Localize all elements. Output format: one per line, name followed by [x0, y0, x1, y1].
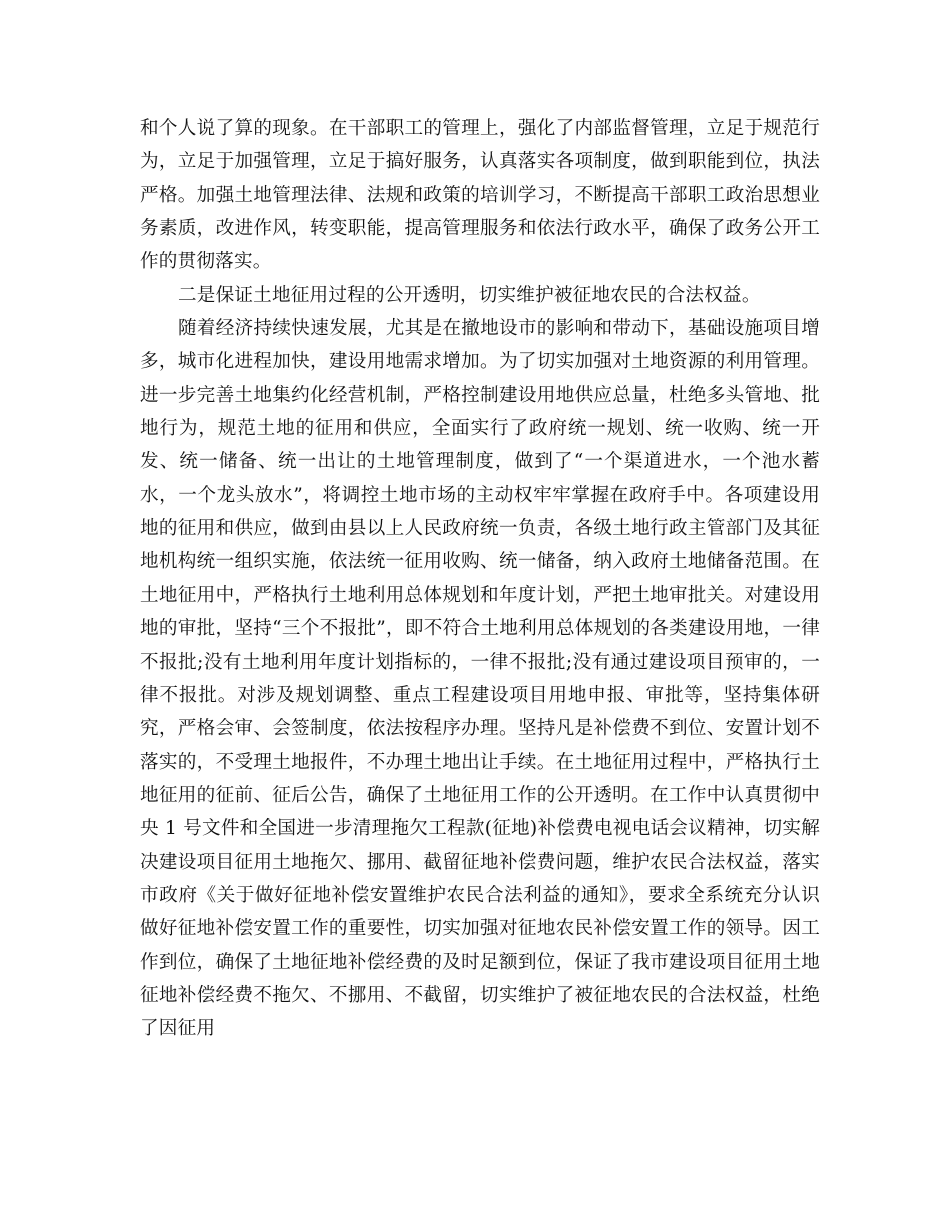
document-body [140, 112, 820, 1046]
paragraph-continuation: 和个人说了算的现象。在干部职工的管理上，强化了内部监督管理，立足于规范行为，立足于加强管理，立足于搞好服务，认真落实各项制度，做到职能到位，执法严格。加强土地管理法律、法规和政策的培训学习，不断提高干部职工政治思想业务素质，改进作风，转变职能，提高管理服务和依法行政水平，确保了政务公开工作的贯彻落实。 [140, 118, 820, 273]
paragraph-main: 随着经济持续快速发展，尤其是在撤地设市的影响和带动下，基础设施项目增多，城市化进程加快，建设用地需求增加。为了切实加强对土地资源的利用管理。进一步完善土地集约化经营机制，严格控制建设用地供应总量，杜绝多头管地、批地行为，规范土地的征用和供应，全面实行了政府统一规划、统一收购、统一开发、统一储备、统一出让的土地管理制度，做到了“一个渠道进水，一个池水蓄水，一个龙头放水”，将调控土地市场的主动权牢牢掌握在政府手中。各项建设用地的征用和供应，做到由县以上人民政府统一负责，各级土地行政主管部门及其征地机构统一组织实施，依法统一征用收购、统一储备，纳入政府土地储备范围。在土地征用中，严格执行土地利用总体规划和年度计划，严把土地审批关。对建设用地的审批，坚持“三个不报批”，即不符合土地利用总体规划的各类建设用地，一律不报批;没有土地利用年度计划指标的，一律不报批;没有通过建设项目预审的，一律不报批。对涉及规划调整、重点工程建设项目用地申报、审批等，坚持集体研究，严格会审、会签制度，依法按程序办理。坚持凡是补偿费不到位、安置计划不落实的，不受理土地报件，不办理土地出让手续。在土地征用过程中，严格执行土地征用的征前、征后公告，确保了土地征用工作的公开透明。在工作中认真贯彻中央 1 号文件和全国进一步清理拖欠工程款(征地)补偿费电视电话会议精神，切实解决建设项目征用土地拖欠、挪用、截留征地补偿费问题，维护农民合法权益，落实市政府《关于做好征地补偿安置维护农民合法利益的通知》，要求全系统充分认识做好征地补偿安置工作的重要性，切实加强对征地农民补偿安置工作的领导。因工作到位，确保了土地征地补偿经费的及时足额到位，保证了我市建设项目征用土地征地补偿经费不拖欠、不挪用、不截留，切实维护了被征地农民的合法权益，杜绝了因征用 [140, 318, 820, 1040]
paragraph-heading-two: 二是保证土地征用过程的公开透明，切实维护被征地农民的合法权益。 [178, 284, 761, 306]
